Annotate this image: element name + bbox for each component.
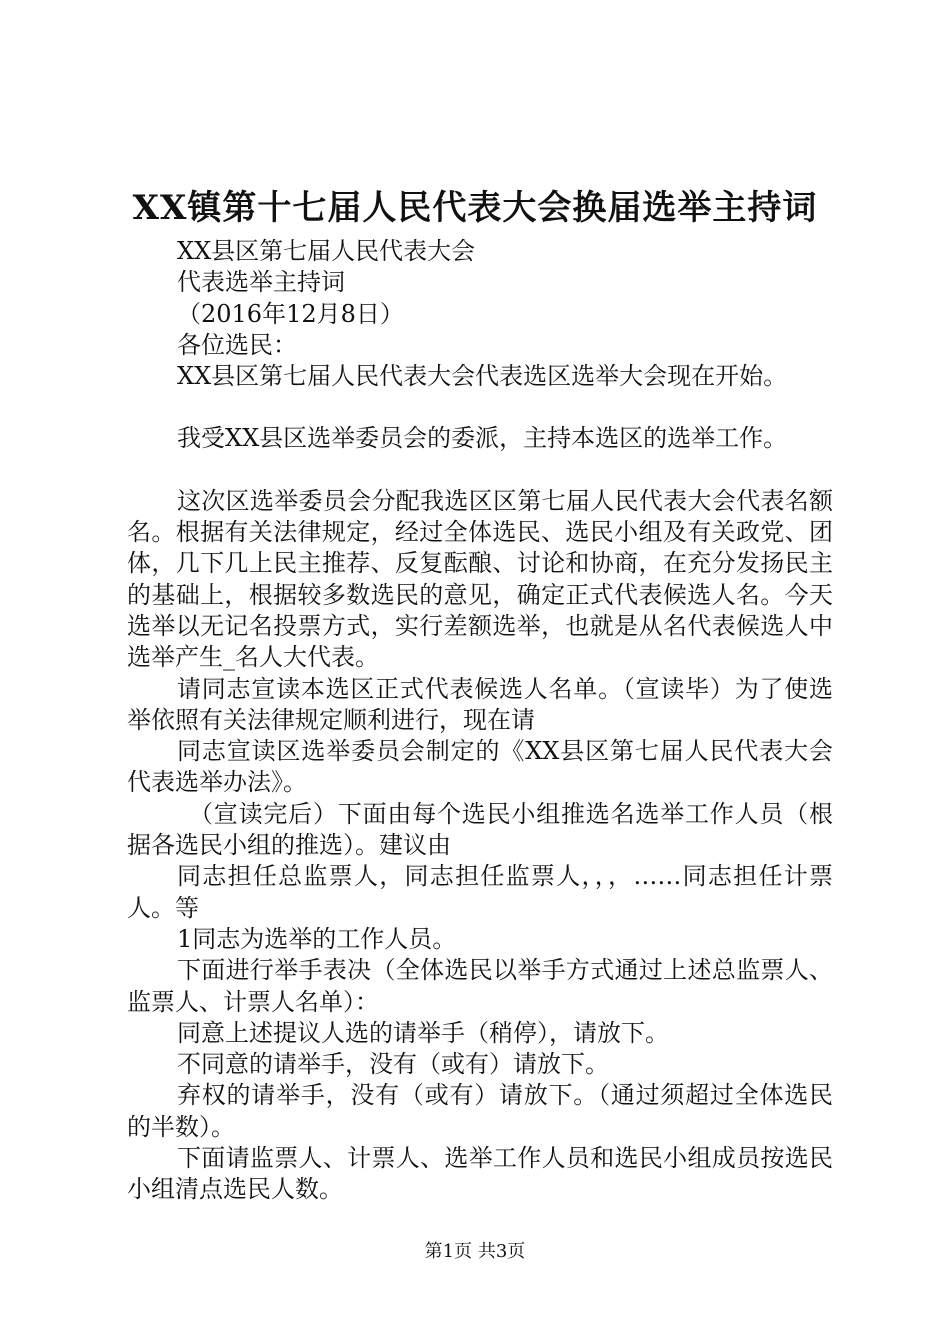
paragraph-election-rules: 同志宣读区选举委员会制定的《XX县区第七届人民代表大会代表选举办法》。 [127,737,833,797]
paragraph-staff-confirm: 1同志为选举的工作人员。 [177,924,457,953]
paragraph-appointment: 我受XX县区选举委员会的委派，主持本选区的选举工作。 [177,424,788,453]
paragraph-abstain: 弃权的请举手，没有（或有）请放下。（通过须超过全体选民的半数）。 [127,1081,833,1141]
paragraph-date: （2016年12月8日） [177,299,404,328]
paragraph-disagree: 不同意的请举手，没有（或有）请放下。 [177,1050,609,1079]
paragraph-supervisors: 同志担任总监票人，同志担任监票人，，，……同志担任计票人。等 [127,862,833,922]
paragraph-candidate-list: 请同志宣读本选区正式代表候选人名单。（宣读毕）为了使选举依照有关法律规定顺利进行，现在请 [127,674,833,734]
paragraph-organizer: XX县区第七届人民代表大会 [177,237,476,265]
document-title: XX镇第十七届人民代表大会换届选举主持词 [132,188,818,228]
document-body [127,236,833,1206]
paragraph-agree: 同意上述提议人选的请举手（稍停），请放下。 [177,1018,669,1047]
paragraph-subtitle: 代表选举主持词 [177,268,345,297]
paragraph-staff-nomination: （宣读完后）下面由每个选民小组推选名选举工作人员（根据各选民小组的推选）。建议由 [127,799,833,860]
paragraph-quota: 这次区选举委员会分配我选区区第七届人民代表大会代表名额名。根据有关法律规定，经过全体选民、选民小组及有关政党、团体，几下几上民主推荐、反复酝酿、讨论和协商，在充分发扬民主的基础上，根据较多数选民的意见，确定正式代表候选人名。今天选举以无记名投票方式，实行差额选举，也就是从名代表候选人中选举产生_名人大代表。 [127,486,833,672]
paragraph-opening: XX县区第七届人民代表大会代表选区选举大会现在开始。 [177,362,788,391]
page-number: 第1页 共3页 [424,1241,526,1262]
paragraph-salutation: 各位选民： [177,330,297,359]
paragraph-headcount: 下面请监票人、计票人、选举工作人员和选民小组成员按选民小组清点选民人数。 [127,1144,833,1204]
paragraph-hand-vote: 下面进行举手表决（全体选民以举手方式通过上述总监票人、监票人、计票人名单）： [127,956,833,1016]
